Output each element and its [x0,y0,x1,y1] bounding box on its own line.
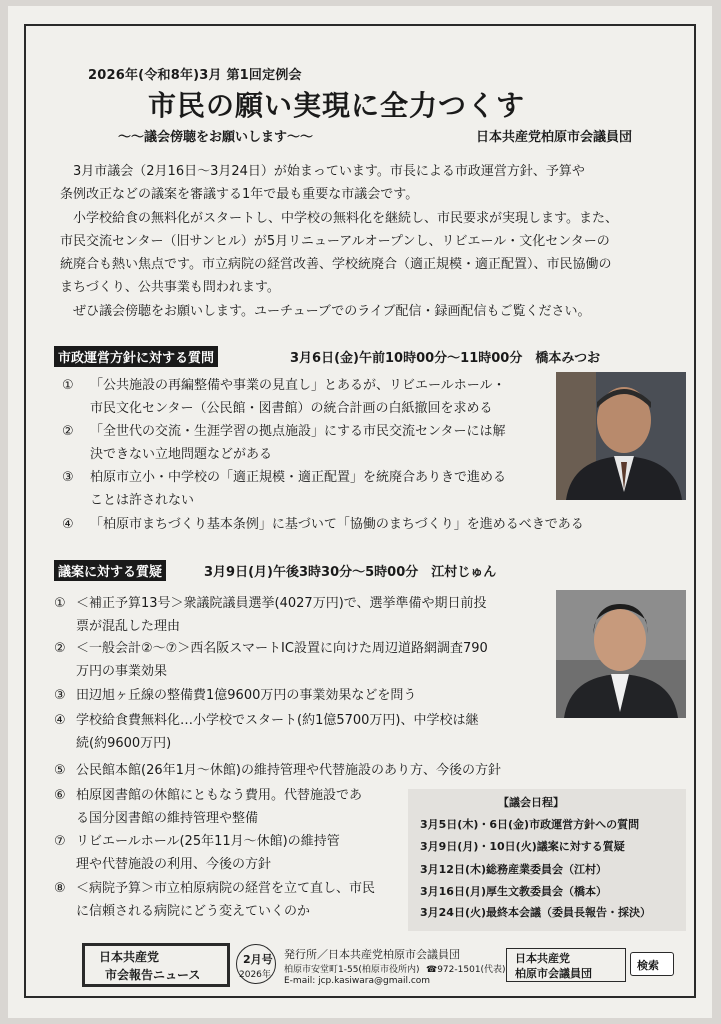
item-line: 田辺旭ヶ丘線の整備費1億9600万円の事業効果などを問う [76,688,417,703]
item-number: ① [62,378,74,393]
item-number: ⑧ [54,881,66,896]
councillor-photo [556,590,686,718]
newsletter-logo [82,943,230,987]
councillor-photo [556,372,686,500]
issue-number: 2月号 [243,953,273,966]
item-number: ⑤ [54,763,66,778]
logo-line: 日本共産党 [99,950,160,964]
badge-line: 日本共産党 [515,952,570,965]
section1-label: 市政運営方針に対する質問 [54,346,218,367]
item-line: リビエールホール(25年11月～休館)の維持管 [76,834,340,849]
item-number: ③ [54,688,66,703]
item-number: ① [54,596,66,611]
item-number: ② [54,641,66,656]
item-line: 「柏原市まちづくり基本条例」に基づいて「協働のまちづくり」を進めるべきである [90,517,584,532]
schedule-row: 3月5日(木)・6日(金)市政運営方針への質問 [420,818,640,831]
badge-line: 柏原市会議員団 [515,967,592,980]
item-line: に信頼される病院にどう変えていくのか [76,904,311,919]
org-badge [506,948,626,982]
item-number: ③ [62,470,74,485]
tagline: ～～議会傍聴をお願いします～～ [118,130,314,145]
issue-year: 2026年 [239,970,271,980]
search-button[interactable] [630,952,674,976]
item-line: る国分図書館の維持管理や整備 [76,811,259,826]
item-line: ＜一般会計②～⑦＞西名阪スマートIC設置に向けた周辺道路網調査790 [76,641,488,656]
item-line: 決できない立地問題などがある [90,447,273,462]
phone: ☎972-1501(代表) [426,965,506,975]
session-subhead: 2026年(令和8年)3月 第1回定例会 [88,68,302,83]
address: 柏原市安堂町1-55(柏原市役所内) [284,965,420,975]
item-line: ＜病院予算＞市立柏原病院の経営を立て直し、市民 [76,881,376,896]
item-line: 学校給食費無料化…小学校でスタート(約1億5700万円)、中学校は継 [76,713,479,728]
item-number: ⑥ [54,788,66,803]
item-line: 公民館本館(26年1月～休館)の維持管理や代替施設のあり方、今後の方針 [76,763,501,778]
item-number: ④ [62,517,74,532]
item-line: ＜補正予算13号＞衆議院議員選挙(4027万円)で、選挙準備や期日前投 [76,596,487,611]
item-line: 市民文化センター（公民館・図書館）の統合計画の白紙撤回を求める [90,401,493,416]
section2-detail: 3月9日(月)午後3時30分～5時00分 江村じゅん [204,565,497,580]
portrait-icon [556,372,686,500]
schedule-row: 3月12日(木)総務産業委員会（江村） [420,863,608,876]
page-title: 市民の願い実現に全力つくす [148,89,526,122]
item-number: ⑦ [54,834,66,849]
search-label: 検索 [637,959,659,972]
item-line: 「全世代の交流・生涯学習の拠点施設」にする市民交流センターには解 [90,424,506,439]
item-line: 続(約9600万円) [76,736,172,751]
schedule-row: 3月24日(火)最終本会議（委員長報告・採決） [420,906,652,919]
intro-line: 条例改正などの議案を審議する1年で最も重要な市議会です。 [60,187,419,203]
portrait-icon [556,590,686,718]
intro-line: 小学校給食の無料化がスタートし、中学校の無料化を継続し、市民要求が実現します。また、 [73,210,618,226]
section2-label: 議案に対する質疑 [54,560,166,581]
item-line: 票が混乱した理由 [76,619,181,634]
intro-line: 市民交流センター（旧サンヒル）が5月リニューアルオープンし、リビエール・文化センターの [60,233,610,249]
publisher: 発行所／日本共産党柏原市会議員団 [284,948,460,961]
item-number: ④ [54,713,66,728]
schedule-row: 3月9日(月)・10日(火)議案に対する質疑 [420,840,625,853]
item-number: ② [62,424,74,439]
email: E-mail: jcp.kasiwara@gmail.com [284,976,431,986]
logo-line: 市会報告ニュース [105,968,201,982]
item-line: 柏原図書館の休館にともなう費用。代替施設であ [76,788,363,803]
issue-badge [236,944,276,984]
intro-line: 3月市議会（2月16日～3月24日）が始まっています。市長による市政運営方針、予算や [73,164,585,179]
schedule-row: 3月16日(月)厚生文教委員会（橋本） [420,885,608,898]
intro-text [60,160,686,323]
item-line: 万円の事業効果 [76,664,168,679]
intro-line: まちづくり、公共事業も問われます。 [60,280,280,296]
item-line: ことは許されない [90,493,195,508]
org-name: 日本共産党柏原市会議員団 [476,130,633,145]
intro-line: 統廃合も熱い焦点です。市立病院の経営改善、学校統廃合（適正規模・適正配置）、市民協働の [60,257,612,273]
section1-detail: 3月6日(金)午前10時00分～11時00分 橋本みつお [290,351,601,366]
item-line: 柏原市立小・中学校の「適正規模・適正配置」を統廃合ありきで進める [90,470,507,485]
item-line: 「公共施設の再編整備や事業の見直し」とあるが、リビエールホール・ [90,378,506,393]
intro-line: ぜひ議会傍聴をお願いします。ユーチューブでのライブ配信・録画配信もご覧ください。 [73,303,591,319]
schedule-title: 【議会日程】 [498,796,564,809]
item-line: 理や代替施設の利用、今後の方針 [76,857,272,872]
